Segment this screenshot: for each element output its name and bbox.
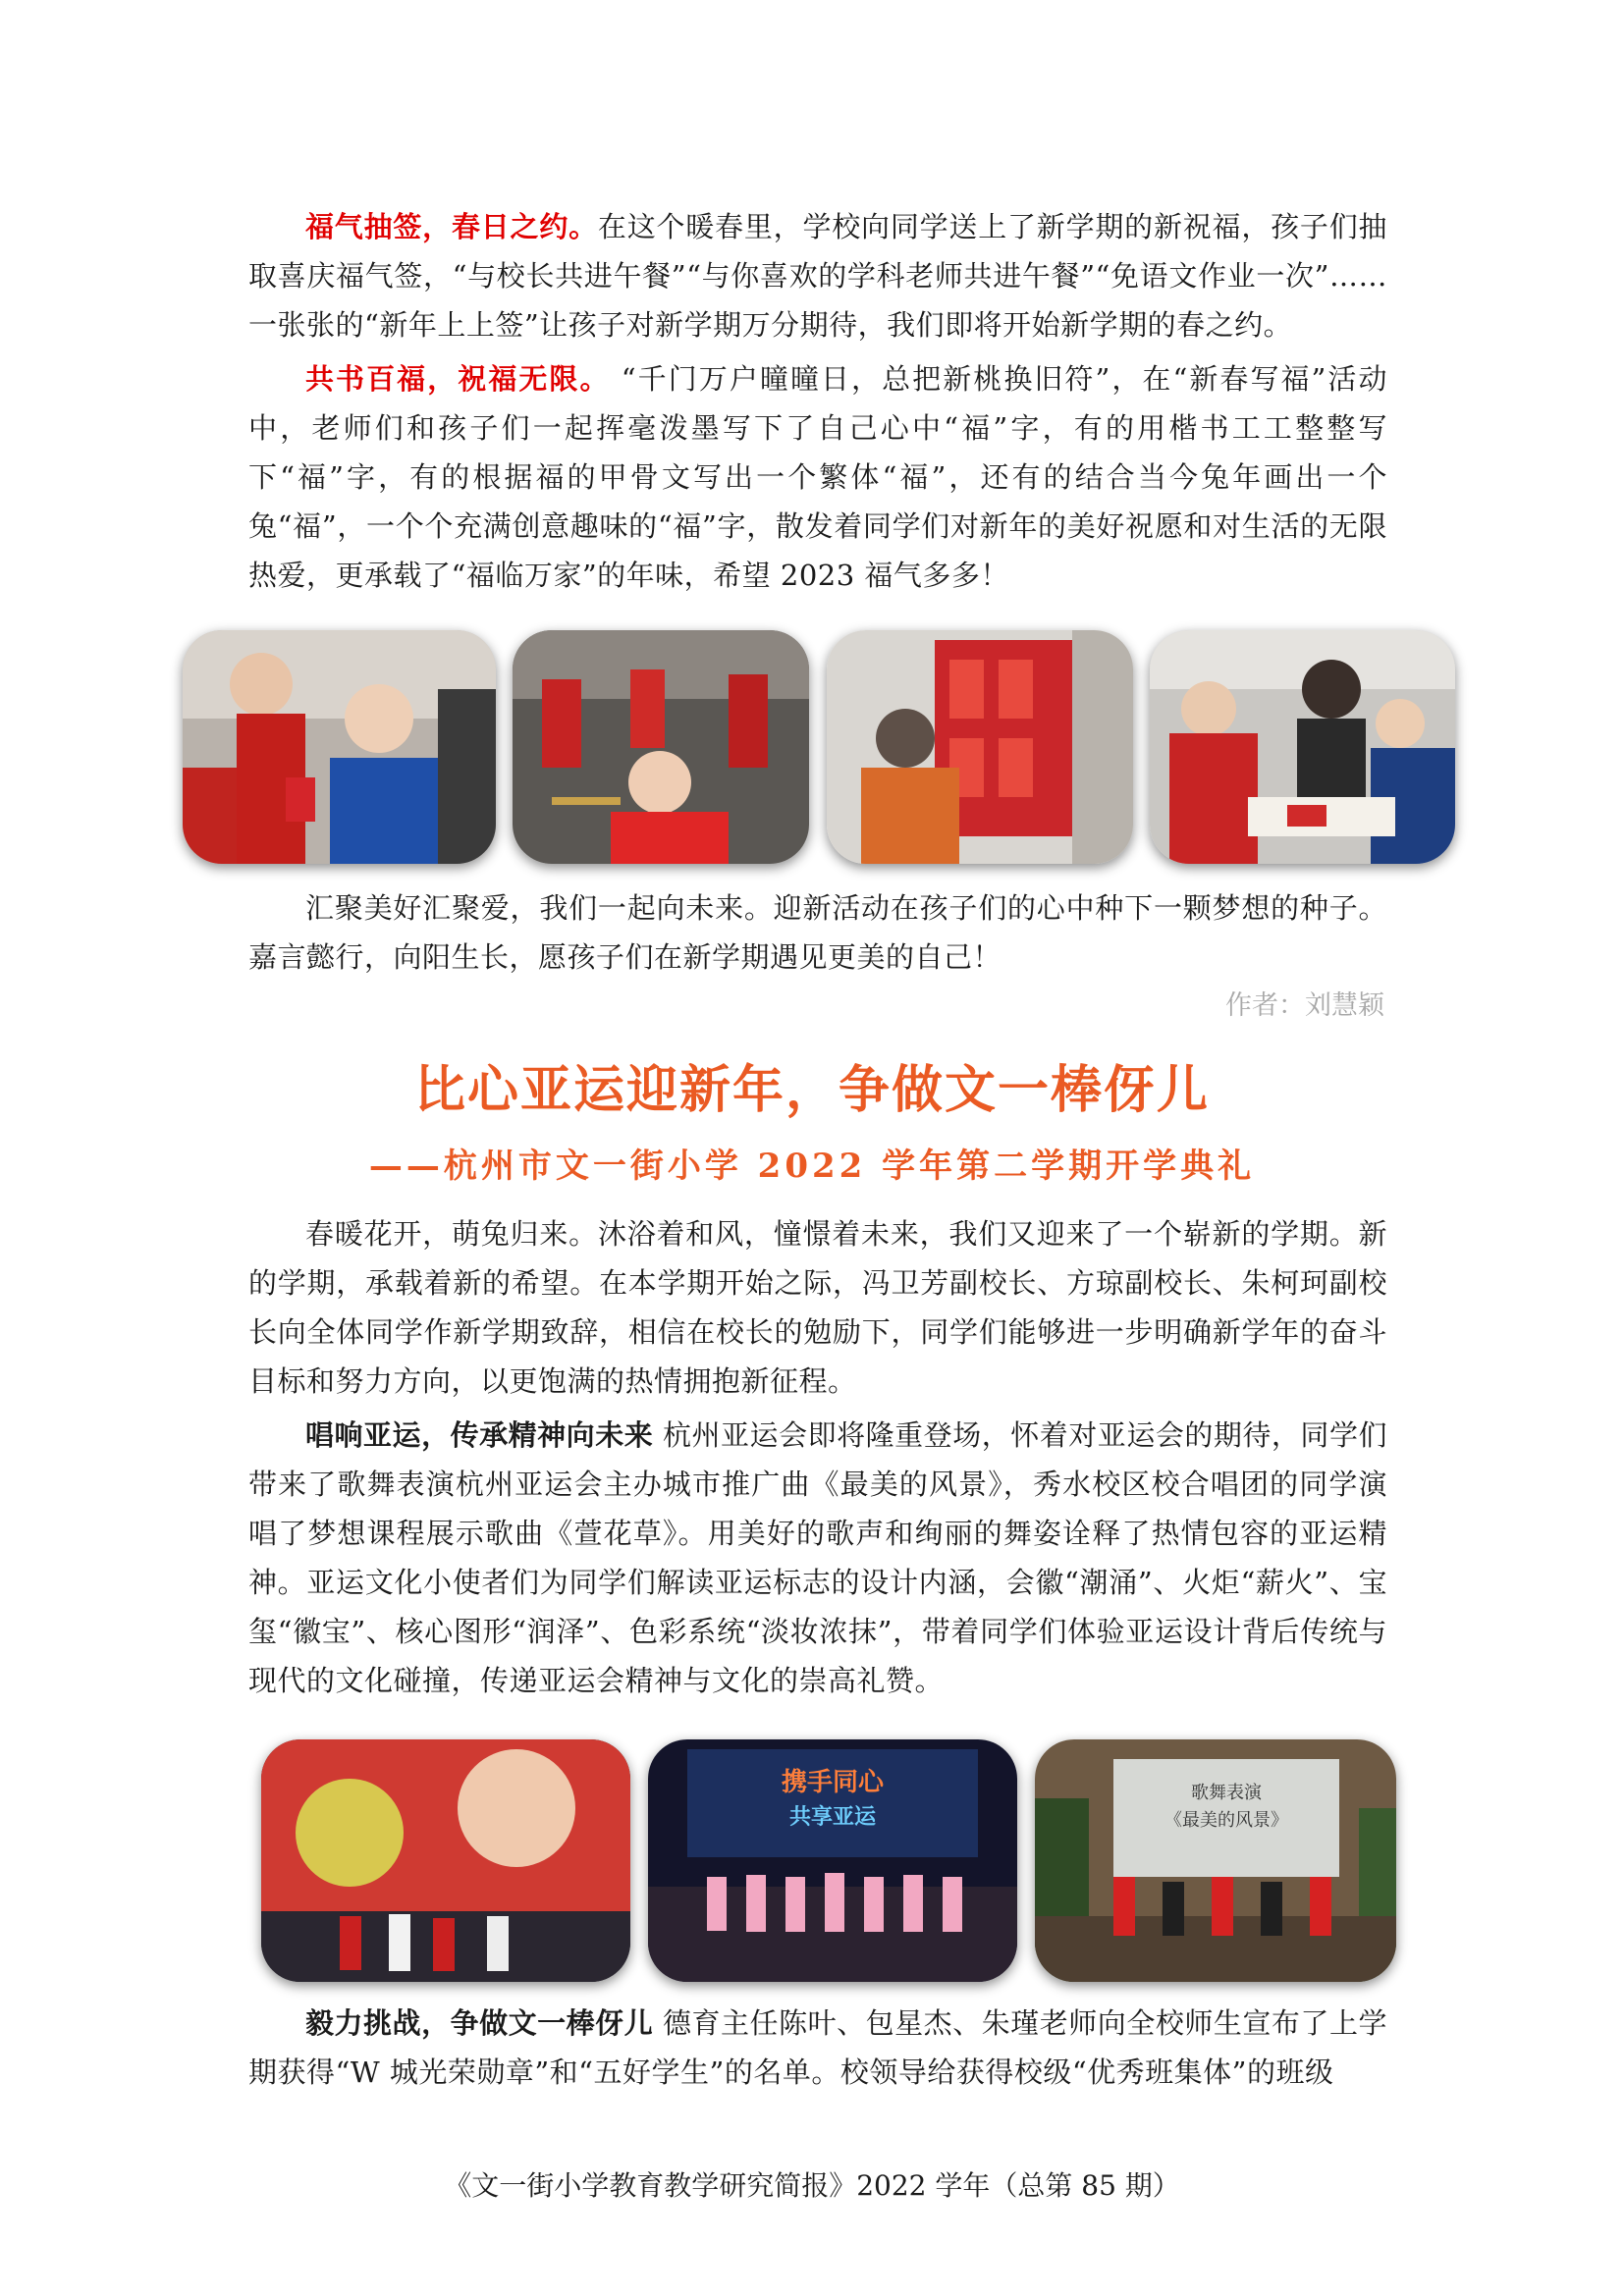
paragraph-writing-fu <box>248 354 1387 600</box>
paragraph-opening-ceremony: 春暖花开，萌兔归来。沐浴着和风，憧憬着未来，我们又迎来了一个崭新的学期。新的学期，承载着新的希望。在本学期开始之际，冯卫芳副校长、方琼副校长、朱柯珂副校长向全体同学作新学期致辞，相信在校长的勉励下，同学们能够进一步明确新学年的奋斗目标和努力方向，以更饱满的热情拥抱新征程。 <box>248 1217 1387 1398</box>
photo-screen-text: 携手同心 <box>781 1768 885 1797</box>
paragraph-lead: 毅力挑战，争做文一棒伢儿 <box>305 2006 654 2040</box>
photo-row-2 <box>261 1739 1396 1982</box>
photo-screen-text: 歌舞表演 <box>1191 1783 1262 1803</box>
photo-stage-singing <box>261 1739 630 1982</box>
paragraph-lead: 唱响亚运，传承精神向未来 <box>305 1418 654 1452</box>
author-credit: 作者：刘慧颖 <box>1225 990 1384 1021</box>
photo-screen-text: 《最美的风景》 <box>1164 1810 1288 1831</box>
photo-screen-text: 共享亚运 <box>788 1805 877 1830</box>
paragraph-body: 在这个暖春里，学校向同学送上了新学期的新祝福，孩子们抽取喜庆福气签，“与校长共进午餐”“与你喜欢的学科老师共进午餐”“免语文作业一次”……一张张的“新年上上签”让孩子对新学期万分期待，我们即将开始新学期的春之约。 <box>248 210 1387 342</box>
paragraph-body: 德育主任陈叶、包星杰、朱瑾老师向全校师生宣布了上学期获得“W 城光荣勋章”和“五好学生”的名单。校领导给获得校级“优秀班集体”的班级 <box>248 2006 1387 2089</box>
photo-student-writing-couplets <box>827 630 1133 864</box>
photo-stage-dance-asian-games <box>648 1739 1017 1982</box>
photo-children-with-red-envelope <box>183 630 496 864</box>
article-title: 比心亚运迎新年，争做文一棒伢儿 <box>413 1061 1210 1120</box>
paragraph-body: 杭州亚运会即将隆重登场，怀着对亚运会的期待，同学们带来了歌舞表演杭州亚运会主办城市推广曲《最美的风景》，秀水校区校合唱团的同学演唱了梦想课程展示歌曲《萱花草》。用美好的歌声和绚丽的舞姿诠释了热情包容的亚运精神。亚运文化小使者们为同学们解读亚运标志的设计内涵，会徽“潮涌”、火炬“薪火”、宝玺“徽宝”、核心图形“润泽”、色彩系统“淡妆浓抹”，带着同学们体验亚运设计背后传统与现代的文化碰撞，传递亚运会精神与文化的崇高礼赞。 <box>248 1418 1387 1697</box>
paragraph-asian-games <box>248 1411 1387 1705</box>
photo-song-dance-performance <box>1035 1739 1396 1982</box>
photo-children-calligraphy-table <box>1150 630 1455 864</box>
paragraph-awards <box>248 1999 1387 2097</box>
paragraph-lead: 共书百福，祝福无限。 <box>305 362 611 396</box>
paragraph-closing: 汇聚美好汇聚爱，我们一起向未来。迎新活动在孩子们的心中种下一颗梦想的种子。嘉言懿行，向阳生长，愿孩子们在新学期遇见更美的自己！ <box>248 891 1387 974</box>
paragraph-body: “千门万户曈曈日，总把新桃换旧符”，在“新春写福”活动中，老师们和孩子们一起挥毫泼墨写下了自己心中“福”字，有的用楷书工工整整写下“福”字，有的根据福的甲骨文写出一个繁体“福”，还有的结合当今兔年画出一个兔“福”，一个个充满创意趣味的“福”字，散发着同学们对新年的美好祝愿和对生活的无限热爱，更承载了“福临万家”的年味，希望 2023 福气多多！ <box>248 362 1387 592</box>
paragraph-lead: 福气抽签，春日之约。 <box>305 210 598 243</box>
article-subtitle: ——杭州市文一街小学 2022 学年第二学期开学典礼 <box>368 1147 1256 1186</box>
photo-row-1 <box>183 630 1455 864</box>
paragraph-fortune-draw <box>248 202 1387 349</box>
page-footer: 《文一街小学教育教学研究简报》2022 学年（总第 85 期） <box>444 2169 1180 2202</box>
photo-children-in-hallway <box>513 630 809 864</box>
